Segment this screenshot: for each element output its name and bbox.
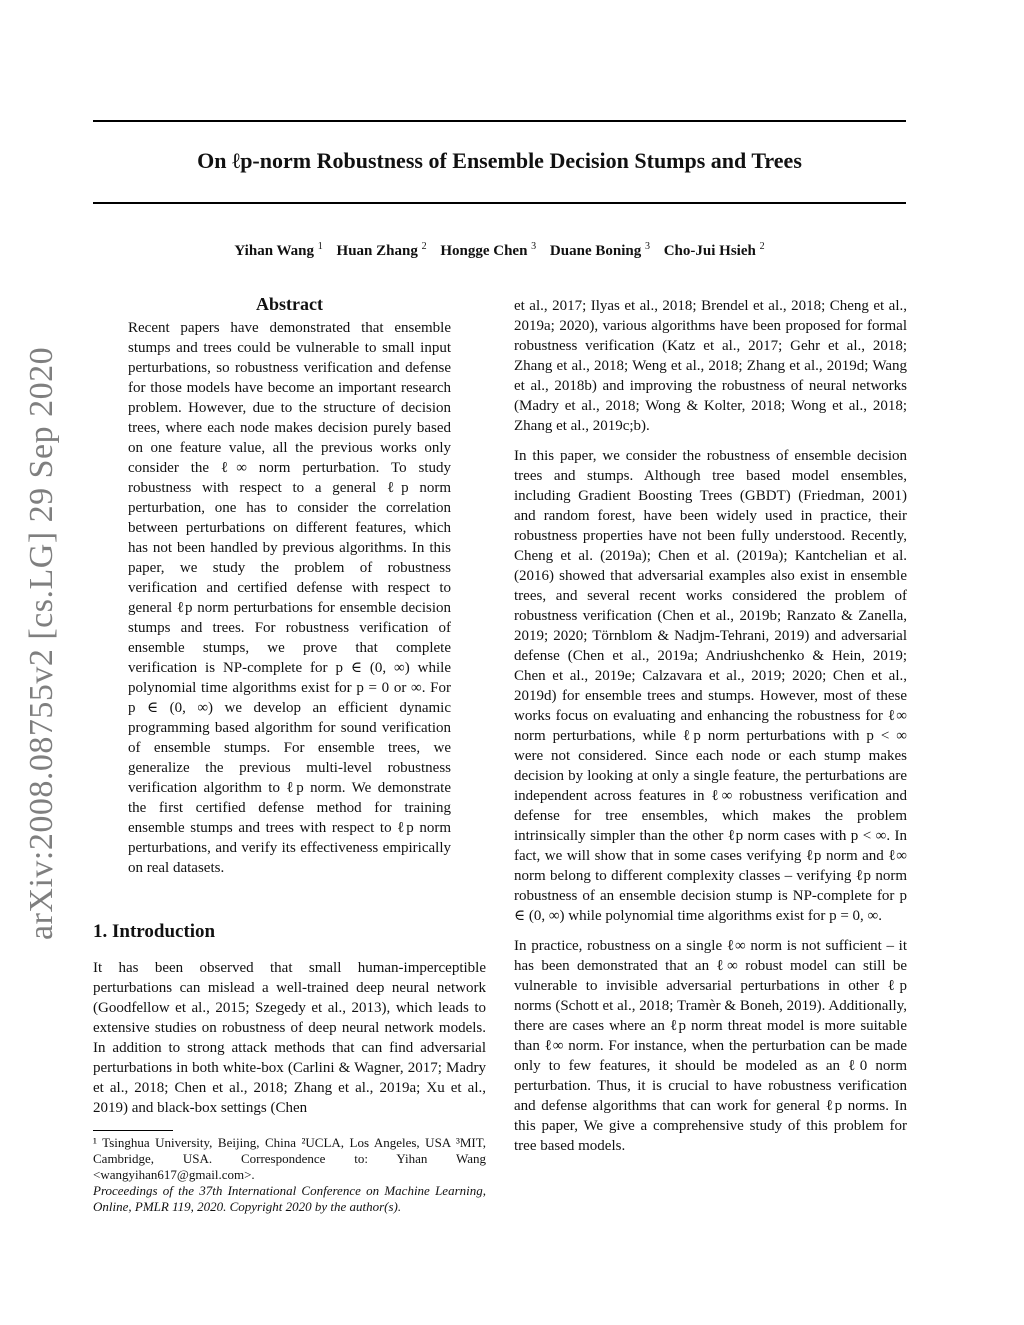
author: Cho-Jui Hsieh $^2$ xyxy=(663,241,765,259)
footnote-proceedings: Proceedings of the 37th International Conference on Machine Learning, Online, PMLR 119, 2020. Copyright 2020 by the author(s). xyxy=(93,1183,486,1214)
footnote-affiliations: ¹ Tsinghua University, Beijing, China ²UCLA, Los Angeles, USA ³MIT, Cambridge, USA. Correspondence to: Yihan Wang <wangyihan617@gmail.com>. xyxy=(93,1135,486,1182)
intro-paragraph: In practice, robustness on a single ℓ∞ norm is not sufficient – it has been demonstrated that an ℓ∞ robust model can still be vulnerable to invisible adversarial perturbations in other ℓp norms (Schott et al., 2018; Tramèr & Boneh, 2019). Additionally, there are cases where an ℓp norm threat model is more suitable than ℓ∞ norm. For instance, when the perturbation can be made only to few features, it should be modeled as an ℓ0 norm perturbation. Thus, it is crucial to have robustness verification and defense algorithms that can work for general ℓp norms. In this paper, We give a comprehensive study of this problem for tree based models. xyxy=(514,938,907,1154)
title-top-rule xyxy=(93,120,906,122)
left-column xyxy=(93,290,486,1215)
author: Huan Zhang $^2$ xyxy=(336,241,427,259)
intro-paragraph-continued: et al., 2017; Ilyas et al., 2018; Brendel et al., 2018; Cheng et al., 2019a; 2020), various algorithms have been proposed for formal robustness verification (Katz et al., 2017; Gehr et al., 2018; Zhang et al., 2018; Weng et al., 2018; Zhang et al., 2019d; Wang et al., 2018b) and improving the robustness of neural networks (Madry et al., 2018; Wong & Kolter, 2018; Wong et al., 2018; Zhang et al., 2019c;b). xyxy=(514,298,907,434)
paper-title: On ℓp-norm Robustness of Ensemble Decision Stumps and Trees xyxy=(197,148,802,173)
title-bottom-rule xyxy=(93,202,906,204)
intro-paragraph: It has been observed that small human-imperceptible perturbations can mislead a well-trained deep neural network (Goodfellow et al., 2015; Szegedy et al., 2013), which leads to extensive studies on robustness of deep neural network models. In addition to strong attack methods that can find adversarial perturbations in both white-box (Carlini & Wagner, 2017; Madry et al., 2018; Chen et al., 2018; Zhang et al., 2019a; Xu et al., 2019) and black-box settings (Chen xyxy=(93,960,486,1116)
intro-paragraph: In this paper, we consider the robustness of ensemble decision trees and stumps. Although tree based model ensembles, including Gradient Boosting Trees (GBDT) (Friedman, 2001) and random forest, have been widely used in practice, their robustness properties have not been fully understood. Recently, Cheng et al. (2019a); Chen et al. (2019a); Kantchelian et al. (2016) showed that adversarial examples also exist in ensemble trees, and several recent works considered the problem of robustness verification (Chen et al., 2019b; Ranzato & Zanella, 2019; 2020; Törnblom & Nadjm-Tehrani, 2019) and adversarial defense (Chen et al., 2019a; Andriushchenko & Hein, 2019; Chen et al., 2019e; Calzavara et al., 2019; 2020; Chen et al., 2019d) for ensemble trees and stumps. However, most of these works focus on evaluating and enhancing the robustness for ℓ∞ norm perturbations, while ℓp norm perturbations with p < ∞ were not considered. Since each node or each stump makes decision by looking at only a single feature, the perturbations are independent across features in ℓ∞ robustness verification and defense for tree ensembles, which makes the problem intrinsically simpler than the other ℓp norm cases with p < ∞. In fact, we will show that in some cases verifying ℓp norm and ℓ∞ norm belong to different complexity classes – verifying ℓp norm robustness of an ensemble decision stump is NP-complete for p ∈ (0, ∞) while polynomial time algorithms exist for p = 0, ∞. xyxy=(514,448,907,924)
author-list xyxy=(93,236,906,262)
arxiv-identifier: arXiv:2008.08755v2 [cs.LG] 29 Sep 2020 xyxy=(23,346,60,940)
abstract-section xyxy=(93,290,486,878)
abstract-text: Recent papers have demonstrated that ensemble stumps and trees could be vulnerable to small input perturbations, so robustness verification and defense for those models have become an important research problem. However, due to the structure of decision trees, where each node makes decision purely based on one feature value, all the previous works only consider the ℓ∞ norm perturbation. To study robustness with respect to a general ℓp norm perturbation, one has to consider the correlation between perturbations on different features, which has not been handled by previous algorithms. In this paper, we study the problem of robustness verification and certified defense with respect to general ℓp norm perturbations for ensemble decision stumps and trees. For robustness verification of ensemble stumps, we prove that complete verification is NP-complete for p ∈ (0, ∞) while polynomial time algorithms exist for p = 0 or ∞. For p ∈ (0, ∞) we develop an efficient dynamic programming based algorithm for sound verification of ensemble stumps. For ensemble trees, we generalize the previous multi-level robustness verification algorithm to ℓp norm. We demonstrate the first certified defense method for training ensemble stumps and trees with respect to ℓp norm perturbations, and verify its effectiveness empirically on real datasets. xyxy=(128,320,451,876)
abstract-heading: Abstract xyxy=(256,294,323,314)
author: Hongge Chen $^3$ xyxy=(440,241,537,259)
right-column xyxy=(514,296,907,1156)
author: Yihan Wang $^1$ xyxy=(234,241,323,259)
section-heading-introduction: 1. Introduction xyxy=(93,921,216,942)
footnote-rule xyxy=(93,1130,173,1131)
author: Duane Boning $^3$ xyxy=(549,241,650,259)
